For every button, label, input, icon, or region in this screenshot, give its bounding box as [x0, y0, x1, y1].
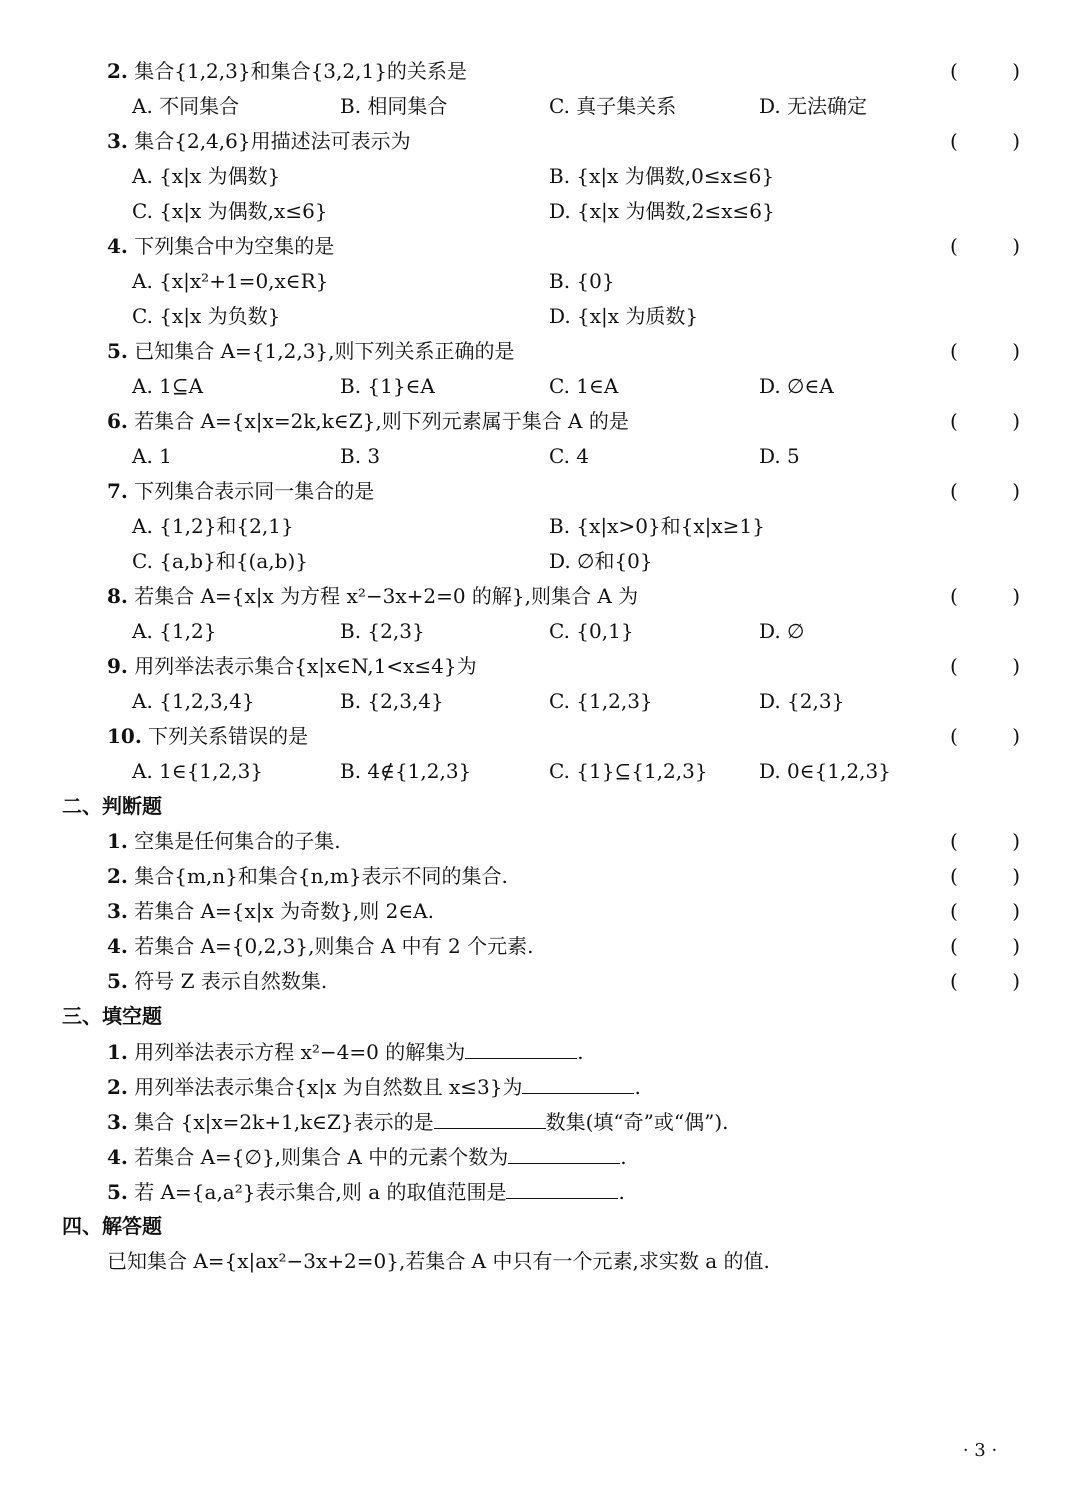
question-stem — [107, 229, 334, 264]
option-choice[interactable]: A. {x|x 为偶数} — [132, 164, 281, 188]
option-choice[interactable]: A. 1∈{1,2,3} — [132, 759, 264, 783]
option-choice[interactable]: D. ∅ — [759, 619, 805, 643]
option-choice[interactable]: B. {2,3} — [340, 619, 425, 643]
question-number: 2. — [107, 59, 128, 83]
option-choice[interactable]: B. {1}∈A — [340, 374, 435, 398]
question-number: 5. — [107, 969, 128, 993]
option-choice[interactable]: D. {2,3} — [759, 689, 845, 713]
section-heading-judgement: 二、判断题 — [62, 794, 162, 818]
question-number: 5. — [107, 1180, 128, 1204]
page-number: · 3 · — [962, 1440, 998, 1461]
paren-right: ) — [1012, 654, 1020, 678]
answer-paren[interactable] — [950, 964, 1020, 999]
paren-left: ( — [950, 234, 958, 258]
question-text: 符号 Z 表示自然数集. — [127, 969, 328, 993]
option-choice[interactable]: C. {1}⊆{1,2,3} — [549, 759, 708, 783]
question-text: 若集合 A={0,2,3},则集合 A 中有 2 个元素. — [127, 934, 534, 958]
answer-paren[interactable] — [950, 404, 1020, 439]
fill-item — [107, 1174, 625, 1209]
question-number: 10. — [107, 724, 142, 748]
option-choice[interactable]: A. 不同集合 — [132, 94, 240, 118]
answer-paren[interactable] — [950, 579, 1020, 614]
option-choice[interactable]: C. {1,2,3} — [549, 689, 653, 713]
judgement-item — [107, 894, 434, 929]
question-text: 下列集合中为空集的是 — [127, 234, 335, 258]
answer-paren[interactable] — [950, 229, 1020, 264]
paren-right: ) — [1012, 864, 1020, 888]
question-number: 2. — [107, 864, 128, 888]
answer-paren[interactable] — [950, 474, 1020, 509]
question-number: 3. — [107, 1110, 128, 1134]
question-stem — [107, 124, 411, 159]
paren-left: ( — [950, 59, 958, 83]
question-number: 4. — [107, 234, 128, 258]
option-choice[interactable]: B. {2,3,4} — [340, 689, 444, 713]
question-text: 若集合 A={x|x 为奇数},则 2∈A. — [127, 899, 434, 923]
paren-right: ) — [1012, 234, 1020, 258]
question-number: 7. — [107, 479, 128, 503]
question-stem — [107, 719, 308, 754]
paren-left: ( — [950, 339, 958, 363]
option-choice[interactable]: D. 0∈{1,2,3} — [759, 759, 891, 783]
question-text: 若集合 A={∅},则集合 A 中的元素个数为 — [127, 1145, 509, 1169]
fill-item — [107, 1104, 729, 1139]
option-choice[interactable]: B. 3 — [340, 444, 381, 468]
question-number: 3. — [107, 899, 128, 923]
question-text: 用列举法表示集合{x|x∈N,1<x≤4}为 — [127, 654, 477, 678]
question-text: 若集合 A={x|x=2k,k∈Z},则下列元素属于集合 A 的是 — [127, 409, 629, 433]
option-choice[interactable]: D. ∅∈A — [759, 374, 834, 398]
option-choice[interactable]: D. {x|x 为质数} — [549, 304, 699, 328]
answer-paren[interactable] — [950, 124, 1020, 159]
option-choice[interactable]: A. 1⊆A — [132, 374, 204, 398]
paren-right: ) — [1012, 59, 1020, 83]
answer-blank[interactable] — [465, 1034, 577, 1059]
answer-blank[interactable] — [522, 1069, 634, 1094]
option-choice[interactable]: A. 1 — [132, 444, 172, 468]
option-choice[interactable]: C. 1∈A — [549, 374, 619, 398]
question-number: 5. — [107, 339, 128, 363]
judgement-item — [107, 929, 533, 964]
question-number: 2. — [107, 1075, 128, 1099]
paren-right: ) — [1012, 899, 1020, 923]
paren-left: ( — [950, 864, 958, 888]
paren-left: ( — [950, 899, 958, 923]
answer-blank[interactable] — [506, 1174, 618, 1199]
question-stem — [107, 334, 515, 369]
solve-problem-text: 已知集合 A={x|ax²−3x+2=0},若集合 A 中只有一个元素,求实数 a 的值. — [107, 1249, 770, 1273]
answer-paren[interactable] — [950, 719, 1020, 754]
paren-left: ( — [950, 934, 958, 958]
question-stem — [107, 649, 477, 684]
question-text-after: . — [620, 1145, 627, 1169]
question-stem — [107, 474, 374, 509]
question-number: 1. — [107, 1040, 128, 1064]
question-number: 3. — [107, 129, 128, 153]
paren-left: ( — [950, 409, 958, 433]
option-choice[interactable]: A. {1,2,3,4} — [132, 689, 255, 713]
section-heading-solve: 四、解答题 — [62, 1214, 162, 1238]
fill-item — [107, 1069, 641, 1104]
question-text: 用列举法表示方程 x²−4=0 的解集为 — [127, 1040, 466, 1064]
fill-item — [107, 1139, 627, 1174]
question-number: 6. — [107, 409, 128, 433]
option-choice[interactable]: B. 4∉{1,2,3} — [340, 759, 472, 783]
paren-left: ( — [950, 129, 958, 153]
question-stem — [107, 579, 638, 614]
answer-paren[interactable] — [950, 929, 1020, 964]
option-choice[interactable]: B. {0} — [549, 269, 615, 293]
answer-paren[interactable] — [950, 894, 1020, 929]
question-number: 1. — [107, 829, 128, 853]
option-choice[interactable]: B. {x|x 为偶数,0≤x≤6} — [549, 164, 775, 188]
paren-right: ) — [1012, 479, 1020, 503]
option-choice[interactable]: C. {x|x 为负数} — [132, 304, 281, 328]
option-choice[interactable]: D. ∅和{0} — [549, 549, 653, 573]
fill-item — [107, 1034, 584, 1069]
paren-right: ) — [1012, 409, 1020, 433]
question-text: 集合{1,2,3}和集合{3,2,1}的关系是 — [127, 59, 467, 83]
question-text: 若集合 A={x|x 为方程 x²−3x+2=0 的解},则集合 A 为 — [127, 584, 639, 608]
paren-right: ) — [1012, 724, 1020, 748]
option-choice[interactable]: D. 无法确定 — [759, 94, 868, 118]
question-text: 集合{2,4,6}用描述法可表示为 — [127, 129, 411, 153]
question-text: 集合 {x|x=2k+1,k∈Z}表示的是 — [127, 1110, 434, 1134]
question-number: 8. — [107, 584, 128, 608]
question-number: 4. — [107, 934, 128, 958]
option-choice[interactable]: C. {a,b}和{(a,b)} — [132, 549, 308, 573]
question-text-after: 数集(填“奇”或“偶”). — [545, 1110, 729, 1134]
question-number: 9. — [107, 654, 128, 678]
answer-paren[interactable] — [950, 859, 1020, 894]
question-text-after: . — [618, 1180, 625, 1204]
paren-right: ) — [1012, 584, 1020, 608]
answer-paren[interactable] — [950, 824, 1020, 859]
paren-left: ( — [950, 724, 958, 748]
paren-left: ( — [950, 479, 958, 503]
paren-left: ( — [950, 654, 958, 678]
option-choice[interactable]: C. {0,1} — [549, 619, 634, 643]
question-text: 已知集合 A={1,2,3},则下列关系正确的是 — [127, 339, 515, 363]
question-text: 用列举法表示集合{x|x 为自然数且 x≤3}为 — [127, 1075, 523, 1099]
answer-paren[interactable] — [950, 649, 1020, 684]
option-choice[interactable]: C. {x|x 为偶数,x≤6} — [132, 199, 328, 223]
judgement-item — [107, 964, 327, 999]
question-stem — [107, 404, 629, 439]
question-stem — [107, 54, 467, 89]
option-choice[interactable]: A. {1,2}和{2,1} — [132, 514, 294, 538]
option-choice[interactable]: D. 5 — [759, 444, 800, 468]
question-text-after: . — [634, 1075, 641, 1099]
question-number: 4. — [107, 1145, 128, 1169]
question-text: 集合{m,n}和集合{n,m}表示不同的集合. — [127, 864, 508, 888]
section-heading-fill: 三、填空题 — [62, 1004, 162, 1028]
answer-blank[interactable] — [508, 1139, 620, 1164]
question-text: 下列关系错误的是 — [141, 724, 309, 748]
question-text: 若 A={a,a²}表示集合,则 a 的取值范围是 — [127, 1180, 507, 1204]
paren-left: ( — [950, 829, 958, 853]
answer-paren[interactable] — [950, 334, 1020, 369]
option-choice[interactable]: A. {1,2} — [132, 619, 217, 643]
option-choice[interactable]: A. {x|x²+1=0,x∈R} — [132, 269, 329, 293]
answer-blank[interactable] — [434, 1104, 546, 1129]
paren-right: ) — [1012, 129, 1020, 153]
judgement-item — [107, 824, 341, 859]
option-choice[interactable]: C. 4 — [549, 444, 590, 468]
question-text: 下列集合表示同一集合的是 — [127, 479, 375, 503]
question-text: 空集是任何集合的子集. — [127, 829, 341, 853]
paren-left: ( — [950, 969, 958, 993]
answer-paren[interactable] — [950, 54, 1020, 89]
paren-right: ) — [1012, 934, 1020, 958]
paren-right: ) — [1012, 829, 1020, 853]
option-choice[interactable]: B. {x|x>0}和{x|x≥1} — [549, 514, 765, 538]
question-text-after: . — [577, 1040, 584, 1064]
paren-left: ( — [950, 584, 958, 608]
option-choice[interactable]: B. 相同集合 — [340, 94, 448, 118]
paren-right: ) — [1012, 339, 1020, 363]
judgement-item — [107, 859, 508, 894]
paren-right: ) — [1012, 969, 1020, 993]
option-choice[interactable]: C. 真子集关系 — [549, 94, 677, 118]
option-choice[interactable]: D. {x|x 为偶数,2≤x≤6} — [549, 199, 775, 223]
